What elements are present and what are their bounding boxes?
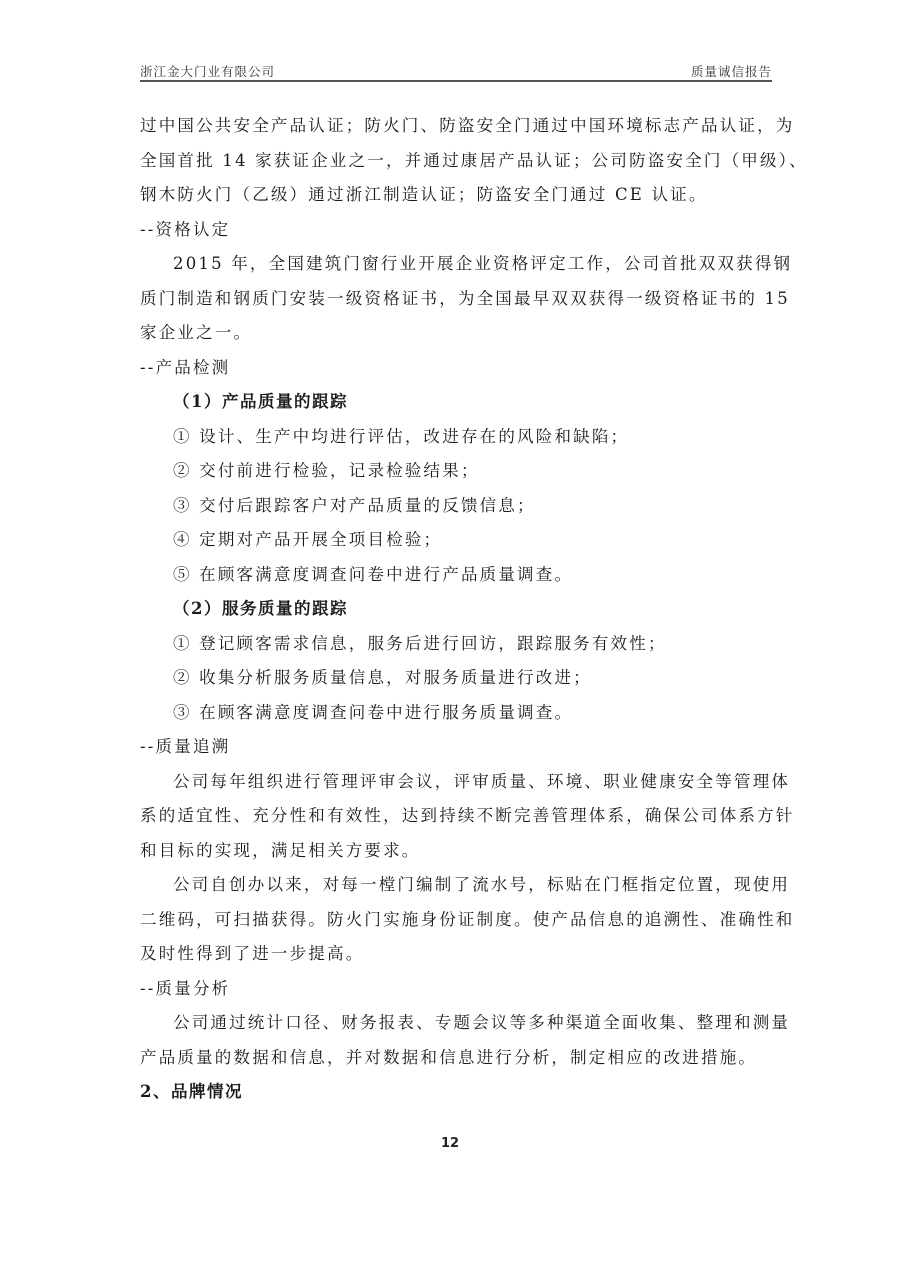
section-title-qualification: --资格认定 [140, 219, 231, 239]
list-item: ② 交付前进行检验，记录检验结果； [173, 461, 480, 480]
text-line: 公司通过统计口径、财务报表、专题会议等多种渠道全面收集、整理和测量 [173, 1013, 791, 1032]
page-number: 12 [440, 1136, 460, 1151]
list-item: ③ 交付后跟踪客户对产品质量的反馈信息； [173, 495, 536, 515]
text-line: 二维码，可扫描获得。防火门实施身份证制度。使产品信息的追溯性、准确性和 [140, 909, 795, 929]
list-service-quality [140, 629, 772, 733]
section-title-brand: 2、品牌情况 [140, 1082, 243, 1101]
list-item: ② 收集分析服务质量信息，对服务质量进行改进； [173, 668, 592, 687]
text-line: 系的适宜性、充分性和有效性，达到持续不断完善管理体系，确保公司体系方针 [140, 806, 795, 825]
page-header [140, 62, 772, 82]
text-line: 公司每年组织进行管理评审会议，评审质量、环境、职业健康安全等管理体 [173, 771, 791, 791]
list-item: ⑤ 在顾客满意度调查问卷中进行产品质量调查。 [173, 564, 574, 584]
company-name: 浙江金大门业有限公司 [140, 64, 276, 79]
list-item: ③ 在顾客满意度调查问卷中进行服务质量调查。 [173, 702, 574, 722]
paragraph-certifications [140, 111, 808, 215]
report-title: 质量诚信报告 [690, 64, 772, 79]
list-item: ① 设计、生产中均进行评估，改进存在的风险和缺陷； [173, 426, 630, 446]
text-line: 质门制造和钢质门安装一级资格证书，为全国最早双双获得一级资格证书的 15 [140, 288, 790, 308]
text-line: 和目标的实现，满足相关方要求。 [140, 840, 421, 860]
list-product-quality [140, 422, 772, 595]
paragraph-serial-numbers [140, 870, 795, 974]
text-line: 产品质量的数据和信息，并对数据和信息进行分析，制定相应的改进措施。 [140, 1047, 758, 1067]
text-line: 2015 年，全国建筑门窗行业开展企业资格评定工作，公司首批双双获得钢 [173, 254, 793, 273]
subsection-title-product-quality: （1）产品质量的跟踪 [173, 392, 348, 411]
text-line: 公司自创办以来，对每一樘门编制了流水号，标贴在门框指定位置，现使用 [173, 875, 791, 894]
text-line: 钢木防火门（乙级）通过浙江制造认证；防盗安全门通过 CE 认证。 [140, 185, 708, 204]
paragraph-management-review [140, 767, 795, 871]
paragraph-quality-analysis [140, 1008, 791, 1077]
text-line: 过中国公共安全产品认证；防火门、防盗安全门通过中国环境标志产品认证，为 [140, 116, 795, 135]
section-title-traceability: --质量追溯 [140, 737, 231, 756]
section-title-quality-analysis: --质量分析 [140, 978, 231, 998]
text-line: 全国首批 14 家获证企业之一，并通过康居产品认证；公司防盗安全门（甲级）、 [140, 150, 808, 170]
list-item: ④ 定期对产品开展全项目检验； [173, 530, 443, 549]
paragraph-qualification [140, 249, 793, 353]
list-item: ① 登记顾客需求信息，服务后进行回访，跟踪服务有效性； [173, 633, 667, 653]
document-body [140, 111, 808, 1112]
section-title-product-inspection: --产品检测 [140, 357, 231, 377]
text-line: 家企业之一。 [140, 323, 253, 342]
subsection-title-service-quality: （2）服务质量的跟踪 [173, 599, 348, 618]
text-line: 及时性得到了进一步提高。 [140, 944, 365, 963]
